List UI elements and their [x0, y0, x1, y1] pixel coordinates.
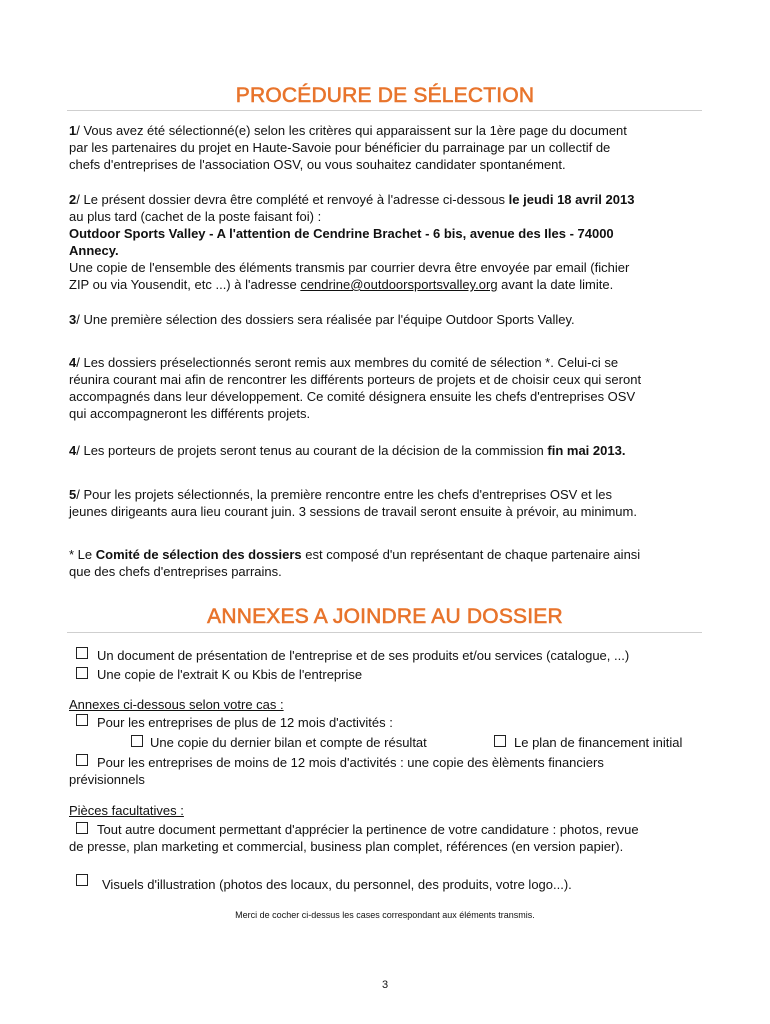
email-link[interactable]: cendrine@outdoorsportsvalley.org — [300, 277, 498, 292]
committee-name: Comité de sélection des dossiers — [95, 547, 302, 562]
paragraph-1 — [69, 122, 709, 173]
checkbox[interactable] — [76, 822, 88, 834]
annex-item-over-12-months: Pour les entreprises de plus de 12 mois d'activités : — [97, 715, 393, 730]
paragraph-5 — [69, 486, 709, 520]
paragraph-number: 3 — [69, 312, 77, 327]
paragraph-3 — [69, 311, 709, 328]
text-line: * Le — [69, 547, 96, 562]
text-line: / Pour les projets sélectionnés, la première rencontre entre les chefs d'entreprises OSV et les — [76, 487, 612, 502]
paragraph-number: 1 — [69, 123, 77, 138]
page-number: 3 — [381, 979, 389, 991]
checkbox[interactable] — [131, 735, 143, 747]
section-title-annexes: ANNEXES A JOINDRE AU DOSSIER — [207, 605, 563, 628]
committee-note — [69, 546, 709, 580]
annex-item-visuals: Visuels d'illustration (photos des locaux, du personnel, des produits, votre logo...). — [102, 877, 572, 892]
deadline-date: le jeudi 18 avril 2013 — [508, 192, 635, 207]
cases-heading: Annexes ci-dessous selon votre cas : — [69, 697, 284, 712]
text-line: jeunes dirigeants aura lieu courant juin. 3 sessions de travail seront ensuite à prévoir, au minimum. — [69, 504, 637, 519]
text-line: réunira courant mai afin de rencontrer les différents porteurs de projets et de choisir ceux qui seront — [69, 372, 642, 387]
text-line: / Vous avez été sélectionné(e) selon les critères qui apparaissent sur la 1ère page du document — [76, 123, 627, 138]
text-line: / Une première sélection des dossiers sera réalisée par l'équipe Outdoor Sports Valley. — [76, 312, 575, 327]
paragraph-4b — [69, 442, 709, 459]
annex-item-balance-sheet: Une copie du dernier bilan et compte de résultat — [150, 735, 427, 750]
text-line: / Le présent dossier devra être complété et renvoyé à l'adresse ci-dessous — [76, 192, 509, 207]
text-line: de presse, plan marketing et commercial, business plan complet, références (en version papier). — [69, 839, 624, 854]
text-line: par les partenaires du projet en Haute-Savoie pour bénéficier du parrainage par un collectif de — [69, 140, 611, 155]
annex-item-presentation: Un document de présentation de l'entreprise et de ses produits et/ou services (catalogue, ...) — [97, 648, 630, 663]
checkbox-instruction: Merci de cocher ci-dessus les cases correspondant aux éléments transmis. — [235, 910, 535, 920]
text-line: accompagnés dans leur développement. Ce comité désignera ensuite les chefs d'entreprises OSV — [69, 389, 636, 404]
checkbox[interactable] — [494, 735, 506, 747]
annex-item-financing-plan: Le plan de financement initial — [514, 735, 683, 750]
section-title-procedure: PROCÉDURE DE SÉLECTION — [235, 84, 535, 107]
checkbox[interactable] — [76, 874, 88, 886]
text-line: prévisionnels — [69, 772, 145, 787]
paragraph-4a — [69, 354, 709, 422]
text-line: est composé d'un représentant de chaque partenaire ainsi — [301, 547, 641, 562]
text-line: chefs d'entreprises de l'association OSV, ou vous souhaitez candidater spontanément. — [69, 157, 566, 172]
text-line: avant la date limite. — [497, 277, 614, 292]
postal-address: Outdoor Sports Valley - A l'attention de Cendrine Brachet - 6 bis, avenue des Iles - 74000 — [69, 226, 614, 241]
annex-item-under-12-months: Pour les entreprises de moins de 12 mois d'activités : une copie des èlèments financiers — [97, 755, 604, 770]
paragraph-number: 4 — [69, 355, 77, 370]
postal-address-city: Annecy. — [69, 243, 119, 258]
paragraph-number: 4 — [69, 443, 77, 458]
checkbox[interactable] — [76, 667, 88, 679]
text-line: que des chefs d'entreprises parrains. — [69, 564, 282, 579]
text-line: Une copie de l'ensemble des éléments transmis par courrier devra être envoyée par email (fichier — [69, 260, 630, 275]
checkbox[interactable] — [76, 754, 88, 766]
text-line: qui accompagneront les différents projets. — [69, 406, 311, 421]
paragraph-number: 5 — [69, 487, 77, 502]
annex-item-kbis: Une copie de l'extrait K ou Kbis de l'entreprise — [97, 667, 363, 682]
checkbox[interactable] — [76, 714, 88, 726]
text-line: / Les porteurs de projets seront tenus au courant de la décision de la commission — [76, 443, 548, 458]
decision-date: fin mai 2013. — [547, 443, 626, 458]
title-rule — [67, 632, 702, 633]
checkbox[interactable] — [76, 647, 88, 659]
text-line: ZIP ou via Yousendit, etc ...) à l'adresse — [69, 277, 301, 292]
optional-heading: Pièces facultatives : — [69, 803, 184, 818]
paragraph-2 — [69, 191, 709, 293]
annex-item-other-documents: Tout autre document permettant d'apprécier la pertinence de votre candidature : photos, revue — [97, 822, 639, 837]
text-line: / Les dossiers préselectionnés seront remis aux membres du comité de sélection *. Celui-ci se — [76, 355, 619, 370]
title-rule — [67, 110, 702, 111]
text-line: au plus tard (cachet de la poste faisant foi) : — [69, 209, 322, 224]
paragraph-number: 2 — [69, 192, 77, 207]
